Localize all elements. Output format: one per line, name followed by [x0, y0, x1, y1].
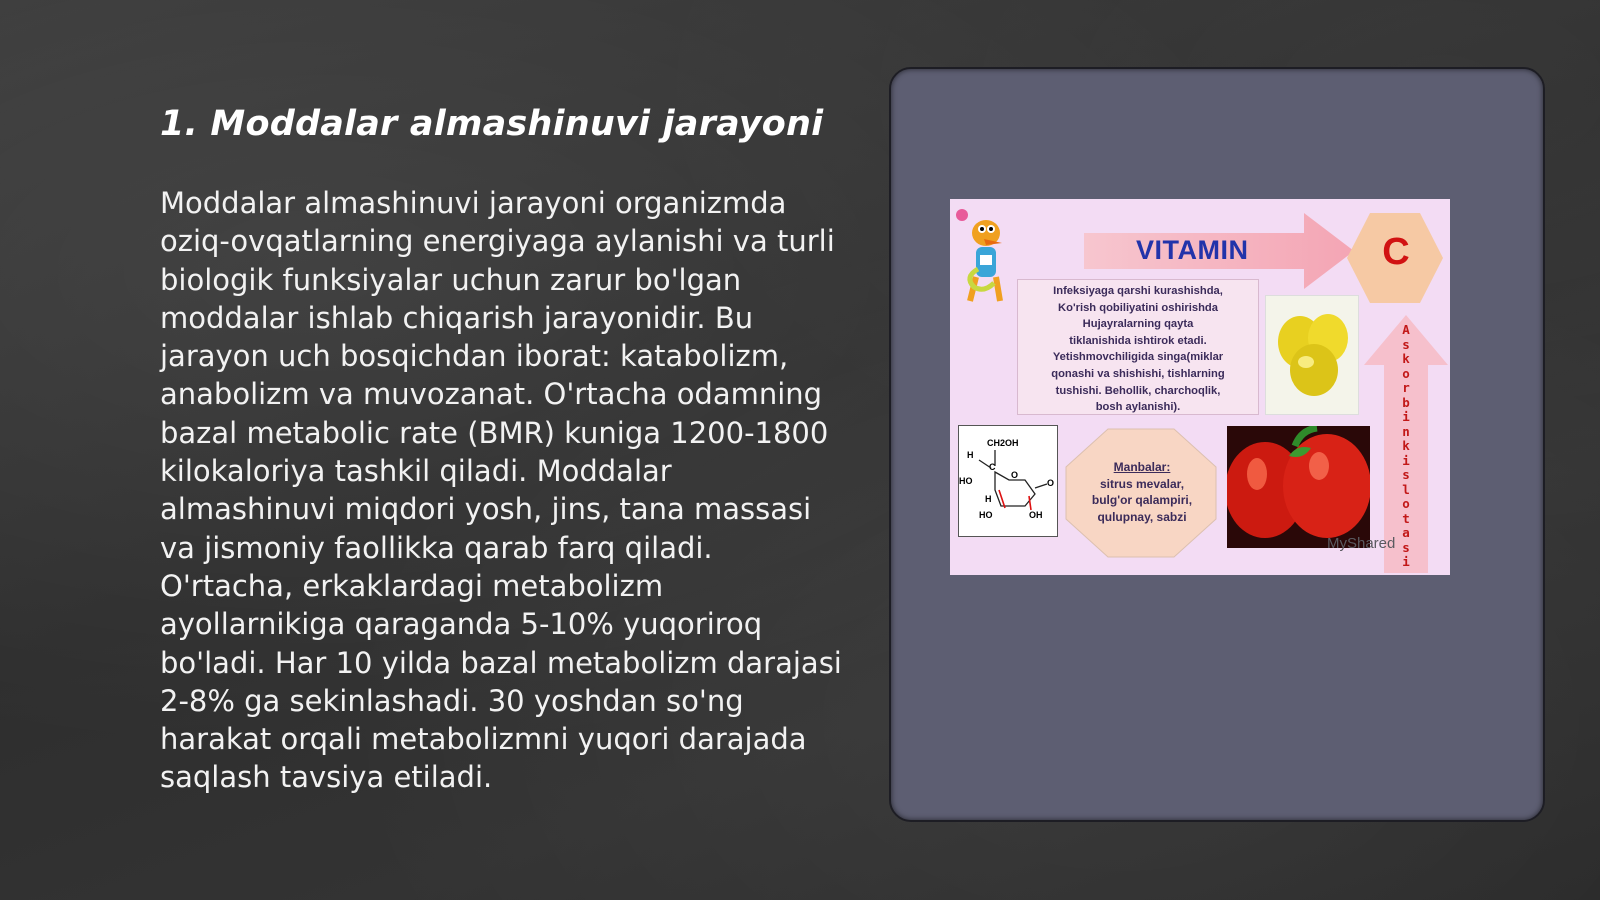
molecule-label: HO — [979, 510, 993, 520]
info-line: tushishi. Behollik, charchoqlik, — [1055, 384, 1221, 397]
molecule-label: H — [967, 450, 974, 460]
molecule-label: CH2OH — [987, 438, 1019, 448]
vitamin-letter: C — [1382, 231, 1410, 273]
info-line: Yetishmovchiligida singa(miklar — [1052, 351, 1224, 364]
watermark: MyShared — [1327, 535, 1396, 552]
molecule-label: H — [985, 494, 992, 504]
sources-text — [1074, 459, 1210, 525]
vertical-label — [1397, 323, 1415, 570]
vitamin-heading: VITAMIN — [1136, 235, 1249, 265]
info-box — [1017, 279, 1259, 415]
sources-line: qulupnay, sabzi — [1097, 509, 1187, 524]
slide-title: 1. Moddalar almashinuvi jarayoni — [160, 104, 824, 144]
molecule-label: OH — [1029, 510, 1043, 520]
mascot-icon — [954, 207, 1012, 307]
info-line: bosh aylanishi). — [1095, 401, 1181, 414]
info-line: Infeksiyaga qarshi kurashishda, — [1053, 285, 1223, 297]
molecule-label: HO — [959, 476, 973, 486]
sources-line: sitrus mevalar, — [1099, 476, 1185, 491]
ascorbic-acid-structure — [958, 425, 1058, 537]
slide-body-text: Moddalar almashinuvi jarayoni organizmda oziq-ovqatlarning energiyaga aylanishi va turli biologik funksiyalar uchun zarur bo'lgan moddalar ishlab chiqarish jarayonidir. Bu jarayon uch bosqichdan iborat: katabolizm, anabolizm va muvozanat. O'rtacha odamning bazal metabolic rate (BMR) kuniga 1200-1800 kilokaloriya tashkil qiladi. Moddalar almashinuvi miqdori yosh, jins, tana massasi va jismoniy faollikka qarab farq qiladi. O'rtacha, erkaklardagi metabolizm ayollarnikiga qaraganda 5-10% yuqoriroq bo'ladi. Har 10 yilda bazal metabolizm darajasi 2-8% ga sekinlashadi. 30 yoshdan so'ng harakat orqali metabolizmni yuqori darajada saqlash tavsiya etiladi. — [160, 186, 842, 795]
sources-heading: Manbalar: — [1113, 460, 1171, 474]
sources-line: bulg'or qalampiri, — [1091, 493, 1193, 507]
molecule-label: O — [1011, 470, 1019, 480]
info-line: tiklanishida ishtirok etadi. — [1069, 334, 1207, 347]
info-line: Ko'rish qobiliyatini oshirishda — [1058, 301, 1218, 314]
pepper-photo — [1227, 426, 1370, 548]
vertical-label-text: Askorbin kislotasi — [1402, 322, 1410, 569]
molecule-label: O — [1047, 478, 1055, 488]
info-line: qonashi va shishishi, tishlarning — [1051, 367, 1225, 380]
info-line: Hujayralarning qayta — [1082, 318, 1194, 331]
lemon-photo — [1265, 295, 1359, 415]
molecule-label: C — [989, 462, 996, 472]
vitamin-c-picture — [950, 199, 1450, 575]
